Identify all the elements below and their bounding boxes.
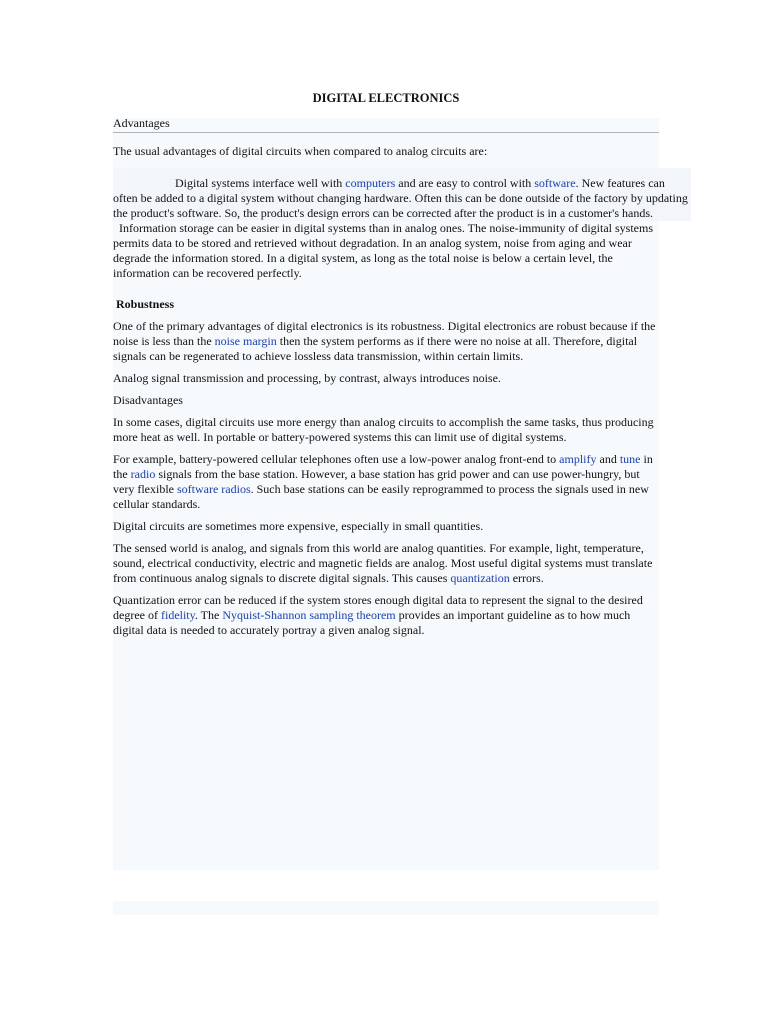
text-span: One of the primary advantages of digital electronics is its robustness. Digital electronics are robust because if the noise is less than the — [113, 319, 656, 348]
advantage-paragraph-storage: Information storage can be easier in digital systems than in analog ones. The noise-immunity of digital systems permits data to be stored and retrieved without degradation. In an analog system, noise from aging and wear degrade the information stored. In a digital system, as long as the total noise is below a certain level, the information can be recovered perfectly. — [113, 221, 653, 280]
robustness-paragraph — [113, 319, 659, 364]
text-span: The sensed world is analog, and signals from this world are analog quantities. For example, light, temperature, sound, electrical conductivity, electric and magnetic fields are analog. Most useful digital systems must translate from continuous analog signals to discrete digital signals. This causes — [113, 541, 653, 585]
software-link[interactable]: software — [534, 176, 576, 190]
nyquist-shannon-link[interactable]: Nyquist-Shannon sampling theorem — [222, 608, 396, 622]
analog-noise-paragraph: Analog signal transmission and processing, by contrast, always introduces noise. — [113, 371, 501, 385]
robustness-heading: Robustness — [116, 297, 175, 311]
quantization-link[interactable]: quantization — [450, 571, 510, 585]
energy-paragraph: In some cases, digital circuits use more energy than analog circuits to accomplish the same tasks, thus producing more heat as well. In portable or battery-powered systems this can limit use of digital systems. — [113, 415, 654, 444]
text-span: errors. — [509, 571, 544, 585]
tune-link[interactable]: tune — [619, 452, 641, 466]
page-title: DIGITAL ELECTRONICS — [312, 91, 460, 105]
expense-paragraph: Digital circuits are sometimes more expensive, especially in small quantities. — [113, 519, 484, 533]
cellular-paragraph — [113, 452, 659, 512]
amplify-link[interactable]: amplify — [559, 452, 597, 466]
text-span: and are easy to control with — [395, 176, 535, 190]
text-span: and — [596, 452, 620, 466]
intro-paragraph: The usual advantages of digital circuits when compared to analog circuits are: — [113, 144, 488, 158]
noise-margin-link[interactable]: noise margin — [214, 334, 277, 348]
disadvantages-heading: Disadvantages — [113, 393, 183, 407]
text-span: Quantization error can be reduced if the system stores enough digital data to represent the signal to the desired degree of — [113, 593, 643, 622]
sensed-world-paragraph — [113, 541, 659, 586]
quantization-error-paragraph — [113, 593, 659, 638]
document-body — [113, 91, 693, 638]
text-span: Digital systems interface well with — [175, 176, 346, 190]
text-span: signals from the base station. However, a base station has grid power and can use power-hungry, but very flexible — [113, 467, 640, 496]
text-span: in the — [113, 452, 653, 481]
text-span: then the system performs as if there were no noise at all. Therefore, digital signals can be regenerated to achieve lossless data transmission, within certain limits. — [113, 334, 638, 363]
fidelity-link[interactable]: fidelity — [160, 608, 195, 622]
text-span: . New features can often be added to a digital system without changing hardware. Often this can be done outside of the factory by updating the product's software. So, the product's design errors can be corrected after the product is in a customer's hands. — [113, 176, 688, 220]
software-radios-link[interactable]: software radios — [176, 482, 251, 496]
text-span: provides an important guideline as to how much digital data is needed to accurately portray a given analog signal. — [113, 608, 631, 637]
text-span: . Such base stations can be easily reprogrammed to process the signals used in new cellular standards. — [113, 482, 649, 511]
radio-link[interactable]: radio — [130, 467, 156, 481]
footer-strip-background — [113, 901, 659, 915]
advantage-paragraph-software — [113, 176, 691, 221]
computers-link[interactable]: computers — [345, 176, 396, 190]
text-span: For example, battery-powered cellular telephones often use a low-power analog front-end to — [113, 452, 560, 466]
advantages-heading: Advantages — [113, 116, 659, 133]
advantages-box — [113, 168, 691, 221]
text-span: . The — [194, 608, 223, 622]
